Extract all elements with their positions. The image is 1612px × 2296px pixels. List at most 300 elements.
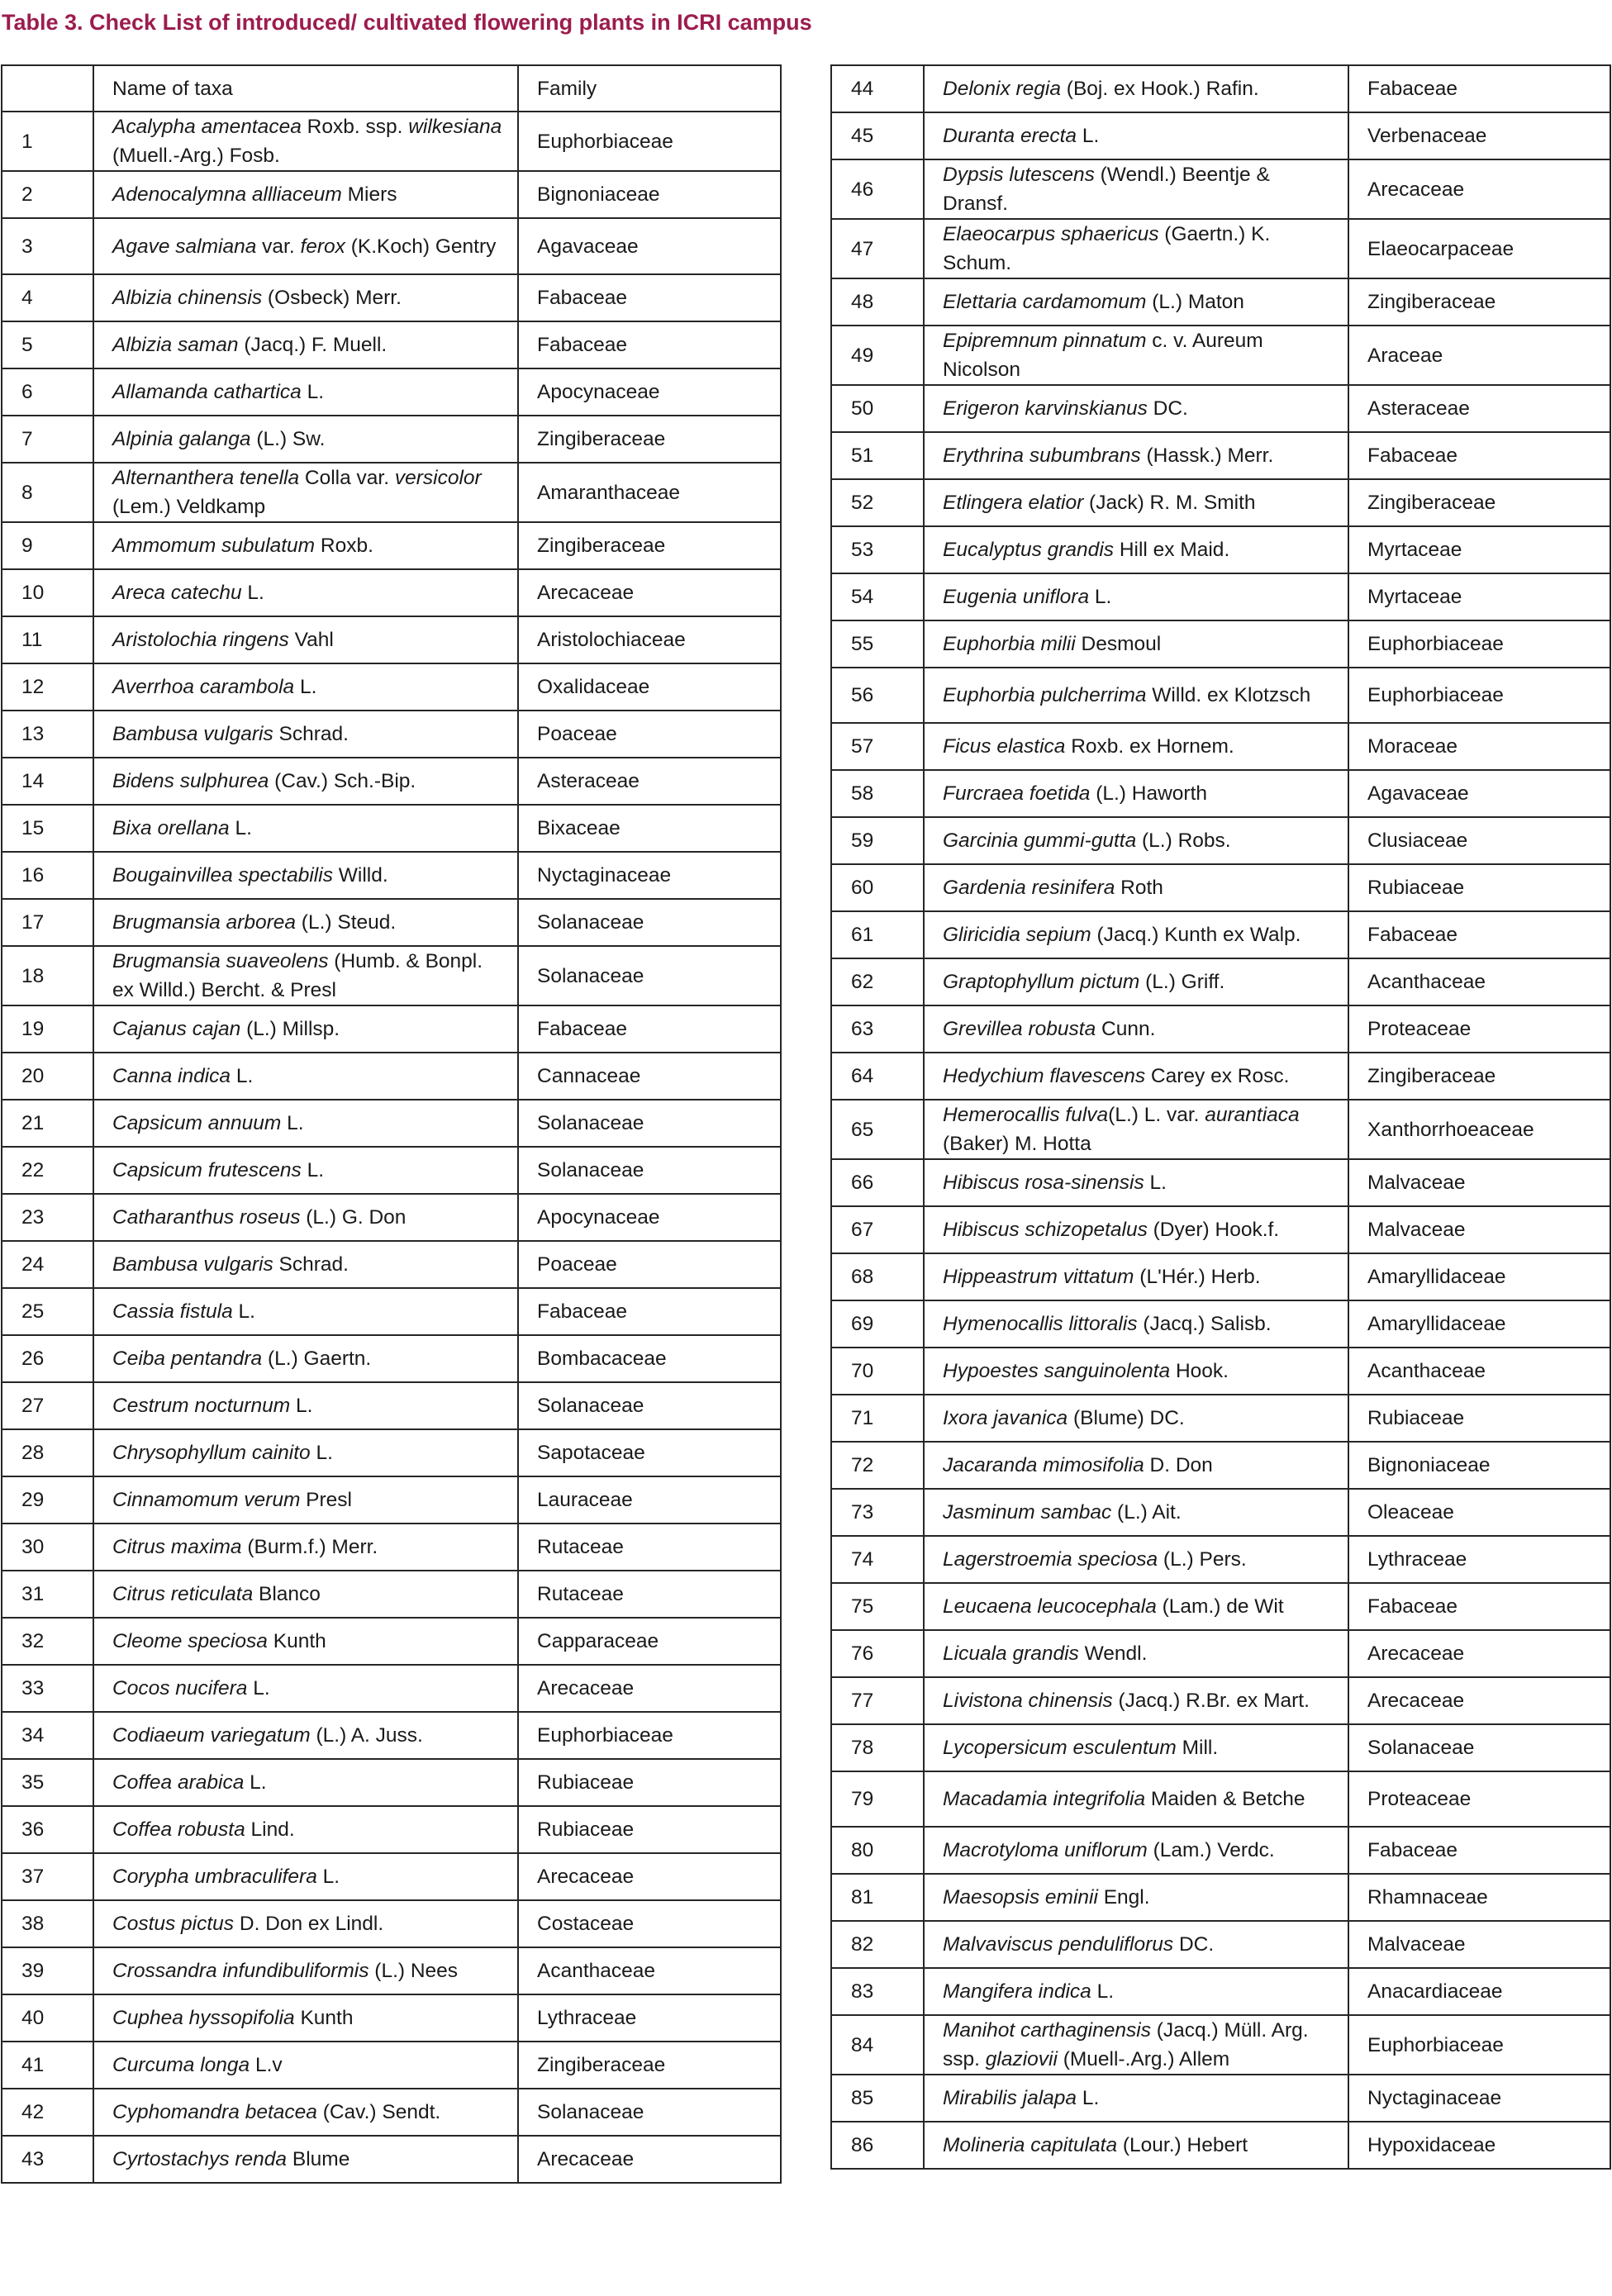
taxon-name: [924, 1100, 1348, 1159]
taxon-name: [93, 1241, 518, 1288]
family-name: Aristolochiaceae: [518, 616, 781, 663]
row-number: 36: [2, 1806, 93, 1853]
taxon-italic-part: Eucalyptus grandis: [943, 539, 1115, 561]
taxon-author-part: Mill.: [1176, 1737, 1219, 1759]
family-name: Fabaceae: [1348, 1827, 1610, 1874]
family-name: Rutaceae: [518, 1571, 781, 1618]
taxon-author-part: Blume: [287, 2148, 350, 2170]
taxon-italic-part: Euphorbia milii: [943, 633, 1076, 655]
taxon-author-part: DC.: [1173, 1933, 1215, 1956]
taxon-author-part: Kunth: [294, 2007, 354, 2029]
taxon-name: [924, 1630, 1348, 1677]
taxon-italic-part: Curcuma longa: [112, 2054, 250, 2076]
row-number: 17: [2, 899, 93, 946]
row-number: 29: [2, 1476, 93, 1524]
taxon-author-part: (Lam.) Verdc.: [1147, 1839, 1275, 1861]
row-number: 26: [2, 1335, 93, 1382]
table-row: [2, 218, 781, 274]
table-row: [2, 321, 781, 368]
taxon-name: [924, 526, 1348, 573]
taxon-italic-part: Etlingera elatior: [943, 492, 1084, 514]
taxon-author-part: (Gaertn.) K. Schum.: [943, 223, 1271, 274]
taxon-author-part: L.: [301, 1159, 325, 1181]
taxon-name: [93, 1759, 518, 1806]
taxon-author-part: L.: [1089, 586, 1112, 608]
taxon-author-part: (L.) A. Juss.: [310, 1724, 423, 1747]
taxon-name: [924, 1874, 1348, 1921]
taxon-author-part: (Jacq.) Kunth ex Walp.: [1091, 924, 1301, 946]
taxon-name: [924, 65, 1348, 112]
family-name: Bombacaceae: [518, 1335, 781, 1382]
taxon-italic-part: Lycopersicum esculentum: [943, 1737, 1177, 1759]
taxon-author-part: (Hassk.) Merr.: [1140, 444, 1274, 467]
table-row: [2, 758, 781, 805]
family-name: Zingiberaceae: [518, 2042, 781, 2089]
taxon-italic-part: Erythrina subumbrans: [943, 444, 1141, 467]
table-row: [831, 385, 1610, 432]
taxon-name: [93, 416, 518, 463]
taxon-author-part: L.: [1091, 1980, 1115, 2003]
row-number: 11: [2, 616, 93, 663]
taxon-author-part: (Cav.) Sch.-Bip.: [269, 770, 416, 792]
row-number: 2: [2, 171, 93, 218]
row-number: 6: [2, 368, 93, 416]
taxon-author-part: Roxb.: [315, 535, 373, 557]
row-number: 48: [831, 278, 924, 326]
row-number: 68: [831, 1253, 924, 1300]
taxon-author-part: Maiden & Betche: [1145, 1788, 1305, 1810]
row-number: 47: [831, 219, 924, 278]
table-row: [831, 1771, 1610, 1827]
row-number: 39: [2, 1947, 93, 1994]
taxon-italic-part: Hemerocallis fulva: [943, 1104, 1109, 1126]
row-number: 45: [831, 112, 924, 159]
taxon-author-part: (Jacq.) Müll. Arg. ssp.: [943, 2019, 1309, 2070]
taxon-name: [93, 1429, 518, 1476]
taxon-name: [93, 171, 518, 218]
taxon-italic-part: ferox: [300, 235, 345, 258]
family-name: Proteaceae: [1348, 1771, 1610, 1827]
row-number: 69: [831, 1300, 924, 1348]
taxon-name: [93, 758, 518, 805]
taxon-author-part: (Blume) DC.: [1068, 1407, 1185, 1429]
row-number: 75: [831, 1583, 924, 1630]
table-row: [2, 2042, 781, 2089]
taxon-italic-part: Cyphomandra betacea: [112, 2101, 317, 2123]
taxon-italic-part: Crossandra infundibuliformis: [112, 1960, 369, 1982]
taxon-italic-part: Cuphea hyssopifolia: [112, 2007, 295, 2029]
family-name: Rubiaceae: [1348, 864, 1610, 911]
taxon-name: [924, 958, 1348, 1005]
taxon-name: [93, 711, 518, 758]
table-row: [2, 1759, 781, 1806]
family-name: Asteraceae: [518, 758, 781, 805]
row-number: 66: [831, 1159, 924, 1206]
row-number: 8: [2, 463, 93, 522]
taxon-author-part: L.: [232, 1300, 255, 1323]
table-row: [831, 573, 1610, 620]
taxon-name: [924, 1921, 1348, 1968]
taxon-italic-part: Gliricidia sepium: [943, 924, 1091, 946]
family-name: Fabaceae: [518, 321, 781, 368]
taxon-italic-part: Coffea arabica: [112, 1771, 245, 1794]
taxon-italic-part: Macrotyloma uniflorum: [943, 1839, 1148, 1861]
taxon-italic-part: versicolor: [394, 467, 482, 489]
taxon-italic-part: Grevillea robusta: [943, 1018, 1096, 1040]
table-row: [2, 1147, 781, 1194]
family-name: Rubiaceae: [518, 1759, 781, 1806]
family-name: Lythraceae: [518, 1994, 781, 2042]
row-number: 15: [2, 805, 93, 852]
taxon-author-part: (L.) Robs.: [1136, 830, 1231, 852]
row-number: 59: [831, 817, 924, 864]
row-number: 19: [2, 1005, 93, 1053]
row-number: 3: [2, 218, 93, 274]
row-number: 38: [2, 1900, 93, 1947]
taxon-author-part: (L.) Pers.: [1158, 1548, 1247, 1571]
table-row: [2, 1571, 781, 1618]
table-row: [831, 1968, 1610, 2015]
row-number: 31: [2, 1571, 93, 1618]
family-name: Xanthorrhoeaceae: [1348, 1100, 1610, 1159]
table-row: [831, 1159, 1610, 1206]
row-number: 82: [831, 1921, 924, 1968]
taxon-italic-part: Dypsis lutescens: [943, 164, 1095, 186]
family-name: Amaranthaceae: [518, 463, 781, 522]
taxon-author-part: Cunn.: [1096, 1018, 1156, 1040]
family-name: Elaeocarpaceae: [1348, 219, 1610, 278]
row-number: 83: [831, 1968, 924, 2015]
row-number: 51: [831, 432, 924, 479]
table-row: [831, 479, 1610, 526]
family-name: Arecaceae: [1348, 159, 1610, 219]
taxon-name: [924, 1206, 1348, 1253]
taxon-name: [924, 1583, 1348, 1630]
row-number: 23: [2, 1194, 93, 1241]
taxon-italic-part: Gardenia resinifera: [943, 877, 1115, 899]
table-row: [831, 723, 1610, 770]
taxon-italic-part: Leucaena leucocephala: [943, 1595, 1157, 1618]
taxon-author-part: (Boj. ex Hook.) Rafin.: [1061, 78, 1259, 100]
taxon-author-part: Schrad.: [273, 723, 349, 745]
taxon-italic-part: Cassia fistula: [112, 1300, 233, 1323]
taxon-name: [924, 1300, 1348, 1348]
family-name: Bixaceae: [518, 805, 781, 852]
table-row: [831, 2075, 1610, 2122]
taxon-author-part: (L.) Ait.: [1111, 1501, 1182, 1524]
family-name: Verbenaceae: [1348, 112, 1610, 159]
row-number: 42: [2, 2089, 93, 2136]
table-row: [831, 1206, 1610, 1253]
taxon-name: [924, 723, 1348, 770]
taxon-author-part: L.: [301, 381, 325, 403]
taxon-name: [924, 1159, 1348, 1206]
family-name: Oxalidaceae: [518, 663, 781, 711]
row-number: 30: [2, 1524, 93, 1571]
family-name: Rutaceae: [518, 1524, 781, 1571]
family-name: Solanaceae: [518, 1147, 781, 1194]
taxon-name: [924, 219, 1348, 278]
taxon-name: [93, 1618, 518, 1665]
row-number: 53: [831, 526, 924, 573]
table-row: [2, 1524, 781, 1571]
table-row: [831, 1348, 1610, 1395]
taxon-italic-part: Ixora javanica: [943, 1407, 1068, 1429]
taxon-name: [93, 463, 518, 522]
row-number: 71: [831, 1395, 924, 1442]
taxon-italic-part: Macadamia integrifolia: [943, 1788, 1146, 1810]
table-row: [2, 1100, 781, 1147]
family-name: Arecaceae: [518, 2136, 781, 2183]
family-name: Malvaceae: [1348, 1206, 1610, 1253]
taxon-author-part: c. v. Aureum Nicolson: [943, 330, 1263, 381]
taxon-author-part: (L'Hér.) Herb.: [1134, 1266, 1261, 1288]
taxon-author-part: (L.) Gaertn.: [262, 1348, 372, 1370]
taxon-italic-part: Chrysophyllum cainito: [112, 1442, 311, 1464]
taxon-italic-part: Albizia chinensis: [112, 287, 263, 309]
taxon-author-part: var.: [256, 235, 301, 258]
header-number-cell: [2, 65, 93, 112]
taxon-name: [93, 1571, 518, 1618]
taxon-name: [93, 1524, 518, 1571]
row-number: 33: [2, 1665, 93, 1712]
taxon-italic-part: Albizia saman: [112, 334, 239, 356]
taxon-author-part: (L.) Maton: [1146, 291, 1244, 313]
table-row: [2, 569, 781, 616]
row-number: 60: [831, 864, 924, 911]
family-name: Rubiaceae: [518, 1806, 781, 1853]
taxon-italic-part: glaziovii: [985, 2048, 1058, 2070]
family-name: Lythraceae: [1348, 1536, 1610, 1583]
taxon-name: [93, 522, 518, 569]
table-row: [831, 1253, 1610, 1300]
taxon-italic-part: Erigeron karvinskianus: [943, 397, 1148, 420]
taxon-italic-part: Eugenia uniflora: [943, 586, 1090, 608]
family-name: Rubiaceae: [1348, 1395, 1610, 1442]
taxon-italic-part: Euphorbia pulcherrima: [943, 684, 1147, 706]
taxon-italic-part: Bixa orellana: [112, 817, 230, 839]
taxon-author-part: (Muell-.Arg.) Allem: [1057, 2048, 1230, 2070]
taxon-author-part: L.: [241, 582, 264, 604]
header-family: Family: [518, 65, 781, 112]
row-number: 74: [831, 1536, 924, 1583]
row-number: 57: [831, 723, 924, 770]
taxon-author-part: Wendl.: [1078, 1642, 1148, 1665]
row-number: 34: [2, 1712, 93, 1759]
table-row: [2, 663, 781, 711]
table-title: Table 3. Check List of introduced/ cultivated flowering plants in ICRI campus: [2, 10, 812, 35]
taxon-italic-part: Bambusa vulgaris: [112, 723, 273, 745]
row-number: 81: [831, 1874, 924, 1921]
taxon-italic-part: Alpinia galanga: [112, 428, 251, 450]
family-name: Solanaceae: [518, 946, 781, 1005]
row-number: 21: [2, 1100, 93, 1147]
table-row: [831, 620, 1610, 668]
row-number: 5: [2, 321, 93, 368]
taxon-italic-part: aurantiaca: [1205, 1104, 1300, 1126]
taxon-author-part: Roxb. ssp.: [301, 116, 409, 138]
taxon-author-part: (Burm.f.) Merr.: [241, 1536, 378, 1558]
taxon-italic-part: Garcinia gummi-gutta: [943, 830, 1137, 852]
table-row: [831, 1100, 1610, 1159]
taxon-author-part: Willd.: [332, 864, 388, 887]
taxon-italic-part: Graptophyllum pictum: [943, 971, 1140, 993]
taxon-italic-part: Epipremnum pinnatum: [943, 330, 1147, 352]
taxon-name: [93, 1476, 518, 1524]
row-number: 10: [2, 569, 93, 616]
taxon-author-part: (Lour.) Hebert: [1117, 2134, 1248, 2156]
taxon-name: [93, 2089, 518, 2136]
taxon-italic-part: Duranta erecta: [943, 125, 1077, 147]
taxon-italic-part: wilkesiana: [408, 116, 502, 138]
table-row: [831, 159, 1610, 219]
family-name: Acanthaceae: [1348, 1348, 1610, 1395]
taxon-name: [924, 432, 1348, 479]
taxon-author-part: (K.Koch) Gentry: [345, 235, 497, 258]
row-number: 14: [2, 758, 93, 805]
row-number: 50: [831, 385, 924, 432]
taxon-name: [93, 1382, 518, 1429]
taxon-author-part: (Jacq.) F. Muell.: [238, 334, 388, 356]
table-row: [2, 368, 781, 416]
table-row: [831, 1827, 1610, 1874]
taxon-italic-part: Cajanus cajan: [112, 1018, 241, 1040]
family-name: Fabaceae: [1348, 911, 1610, 958]
taxon-name: [924, 1968, 1348, 2015]
row-number: 84: [831, 2015, 924, 2075]
table-row: [2, 1382, 781, 1429]
taxon-italic-part: Agave salmiana: [112, 235, 257, 258]
family-name: Solanaceae: [518, 2089, 781, 2136]
table-row: [2, 1712, 781, 1759]
family-name: Bignoniaceae: [518, 171, 781, 218]
table-row: [2, 2089, 781, 2136]
taxon-author-part: Engl.: [1097, 1886, 1150, 1909]
taxon-name: [93, 569, 518, 616]
table-row: [2, 463, 781, 522]
row-number: 56: [831, 668, 924, 723]
family-name: Moraceae: [1348, 723, 1610, 770]
row-number: 4: [2, 274, 93, 321]
table-row: [2, 1806, 781, 1853]
taxon-italic-part: Delonix regia: [943, 78, 1061, 100]
taxon-italic-part: Cleome speciosa: [112, 1630, 268, 1652]
taxon-author-part: (Jacq.) R.Br. ex Mart.: [1112, 1690, 1310, 1712]
taxon-author-part: Colla var.: [299, 467, 395, 489]
taxon-name: [93, 805, 518, 852]
row-number: 70: [831, 1348, 924, 1395]
table-row: [831, 1677, 1610, 1724]
taxon-name: [93, 1806, 518, 1853]
taxon-author-part: Kunth: [267, 1630, 326, 1652]
family-name: Zingiberaceae: [1348, 1053, 1610, 1100]
taxon-author-part: Hook.: [1170, 1360, 1229, 1382]
table-row: [2, 1335, 781, 1382]
row-number: 9: [2, 522, 93, 569]
taxon-italic-part: Molineria capitulata: [943, 2134, 1118, 2156]
row-number: 1: [2, 112, 93, 171]
taxon-author-part: L.: [247, 1677, 270, 1699]
row-number: 73: [831, 1489, 924, 1536]
taxon-author-part: (L.) Nees: [369, 1960, 459, 1982]
family-name: Agavaceae: [518, 218, 781, 274]
taxon-italic-part: Areca catechu: [112, 582, 242, 604]
table-row: [831, 817, 1610, 864]
row-number: 16: [2, 852, 93, 899]
row-number: 78: [831, 1724, 924, 1771]
taxon-author-part: (Baker) M. Hotta: [943, 1133, 1091, 1155]
table-row: [831, 526, 1610, 573]
family-name: Arecaceae: [1348, 1630, 1610, 1677]
taxon-name: [924, 573, 1348, 620]
row-number: 85: [831, 2075, 924, 2122]
family-name: Agavaceae: [1348, 770, 1610, 817]
taxon-author-part: L.: [310, 1442, 333, 1464]
family-name: Lauraceae: [518, 1476, 781, 1524]
taxon-italic-part: Bougainvillea spectabilis: [112, 864, 333, 887]
row-number: 46: [831, 159, 924, 219]
family-name: Fabaceae: [1348, 432, 1610, 479]
taxon-name: [924, 1536, 1348, 1583]
family-name: Apocynaceae: [518, 1194, 781, 1241]
taxon-author-part: (L.) Sw.: [250, 428, 326, 450]
table-row: [831, 2015, 1610, 2075]
table-row: [2, 1665, 781, 1712]
family-name: Euphorbiaceae: [1348, 620, 1610, 668]
taxon-italic-part: Hibiscus rosa-sinensis: [943, 1172, 1144, 1194]
taxon-italic-part: Canna indica: [112, 1065, 231, 1087]
taxon-name: [924, 817, 1348, 864]
family-name: Solanaceae: [1348, 1724, 1610, 1771]
table-row: [2, 711, 781, 758]
family-name: Apocynaceae: [518, 368, 781, 416]
taxon-author-part: Desmoul: [1075, 633, 1162, 655]
taxon-name: [924, 326, 1348, 385]
row-number: 41: [2, 2042, 93, 2089]
taxon-italic-part: Citrus maxima: [112, 1536, 242, 1558]
taxon-name: [924, 1253, 1348, 1300]
taxon-name: [93, 852, 518, 899]
row-number: 22: [2, 1147, 93, 1194]
family-name: Cannaceae: [518, 1053, 781, 1100]
taxon-italic-part: Cocos nucifera: [112, 1677, 248, 1699]
taxon-author-part: (L.) G. Don: [300, 1206, 407, 1229]
row-number: 80: [831, 1827, 924, 1874]
family-name: Rhamnaceae: [1348, 1874, 1610, 1921]
taxon-italic-part: Cinnamomum verum: [112, 1489, 301, 1511]
table-row: [831, 112, 1610, 159]
family-name: Araceae: [1348, 326, 1610, 385]
taxon-author-part: L.: [1077, 2087, 1100, 2109]
table-row: [831, 911, 1610, 958]
taxon-author-part: L.: [231, 1065, 254, 1087]
taxon-name: [924, 1395, 1348, 1442]
table-row: [831, 1921, 1610, 1968]
taxon-author-part: (L.) Steud.: [295, 911, 397, 934]
taxon-italic-part: Bidens sulphurea: [112, 770, 269, 792]
taxon-name: [924, 278, 1348, 326]
taxon-name: [924, 112, 1348, 159]
table-row: [2, 1288, 781, 1335]
row-number: 44: [831, 65, 924, 112]
taxon-author-part: L.: [294, 676, 317, 698]
family-name: Amaryllidaceae: [1348, 1253, 1610, 1300]
taxon-italic-part: Averrhoa carambola: [112, 676, 295, 698]
taxon-name: [93, 899, 518, 946]
table-row: [2, 171, 781, 218]
row-number: 61: [831, 911, 924, 958]
table-row: [2, 416, 781, 463]
